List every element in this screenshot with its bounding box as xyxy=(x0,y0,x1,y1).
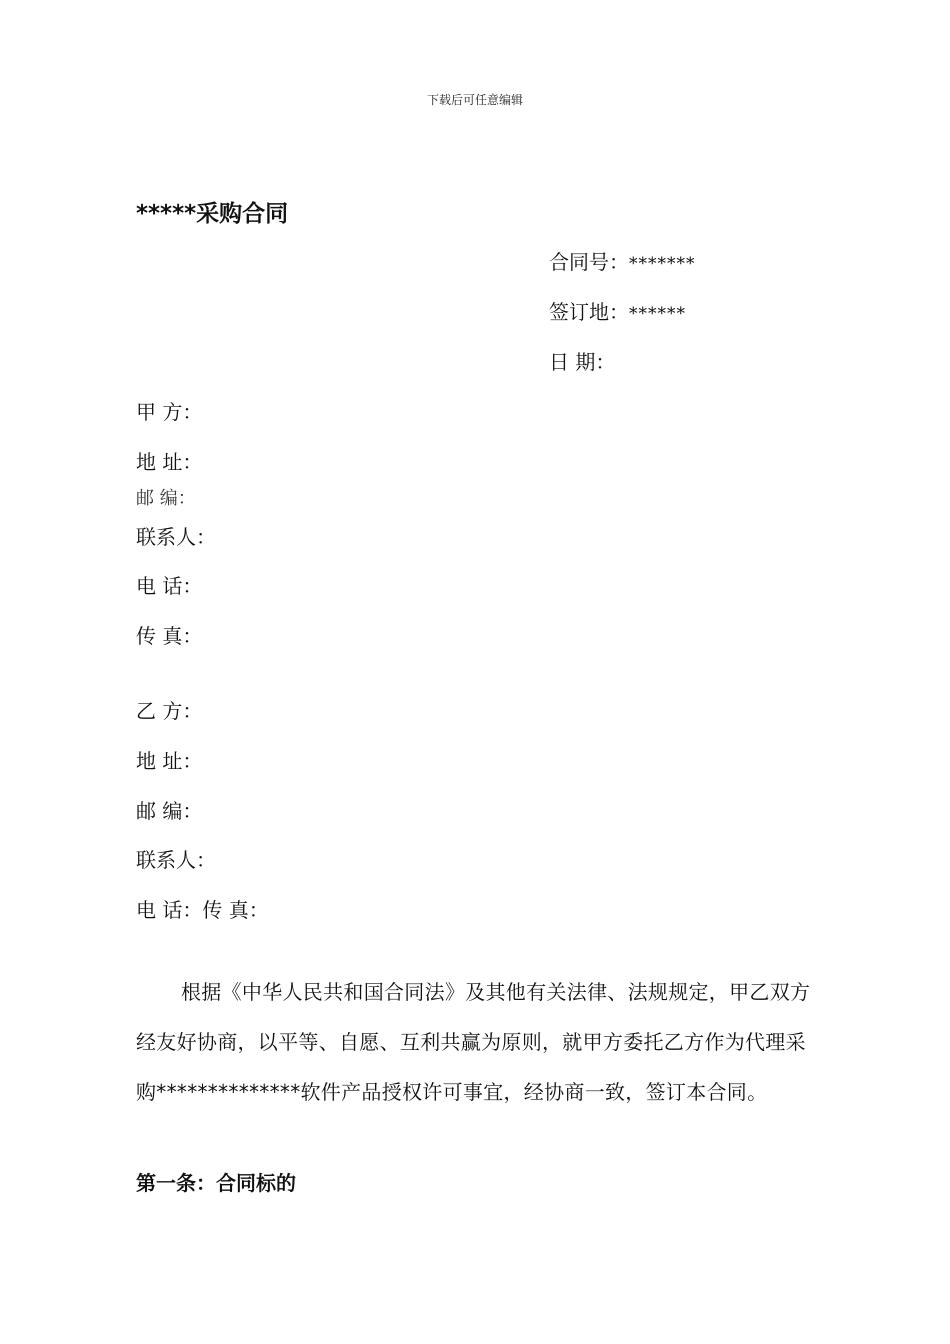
party-a-contact: 联系人： xyxy=(136,525,216,549)
contract-meta xyxy=(549,246,696,396)
contract-number-row xyxy=(549,246,696,296)
party-b-contact: 联系人： xyxy=(136,848,216,872)
party-a-phone: 电 话： xyxy=(136,574,203,598)
contract-number-label: 合同号： xyxy=(549,250,629,274)
party-a-postcode: 邮 编： xyxy=(136,488,196,509)
document-title: *****采购合同 xyxy=(136,201,289,227)
party-a-name: 甲 方： xyxy=(136,400,203,424)
article-1-title: 第一条：合同标的 xyxy=(136,1171,296,1195)
party-b-phone-fax: 电 话：传 真： xyxy=(136,898,269,922)
party-a-address: 地 址： xyxy=(136,450,203,474)
sign-place-label: 签订地： xyxy=(549,300,629,324)
sign-place-value: ****** xyxy=(629,304,686,324)
date-label: 日 期： xyxy=(549,350,616,374)
intro-paragraph: 根据《中华人民共和国合同法》及其他有关法律、法规规定，甲乙双方经友好协商，以平等、自愿、互利共赢为原则，就甲方委托乙方作为代理采购**************软件产品授权许可事宜，经协商一致，签订本合同。 xyxy=(136,980,811,1104)
date-row xyxy=(549,346,696,396)
party-b-postcode: 邮 编： xyxy=(136,799,203,823)
sign-place-row xyxy=(549,296,696,346)
party-b-address: 地 址： xyxy=(136,749,203,773)
contract-number-value: ******* xyxy=(629,254,696,274)
party-a-fax: 传 真： xyxy=(136,624,203,648)
party-b-name: 乙 方： xyxy=(136,699,203,723)
header-note: 下载后可任意编辑 xyxy=(426,93,523,107)
